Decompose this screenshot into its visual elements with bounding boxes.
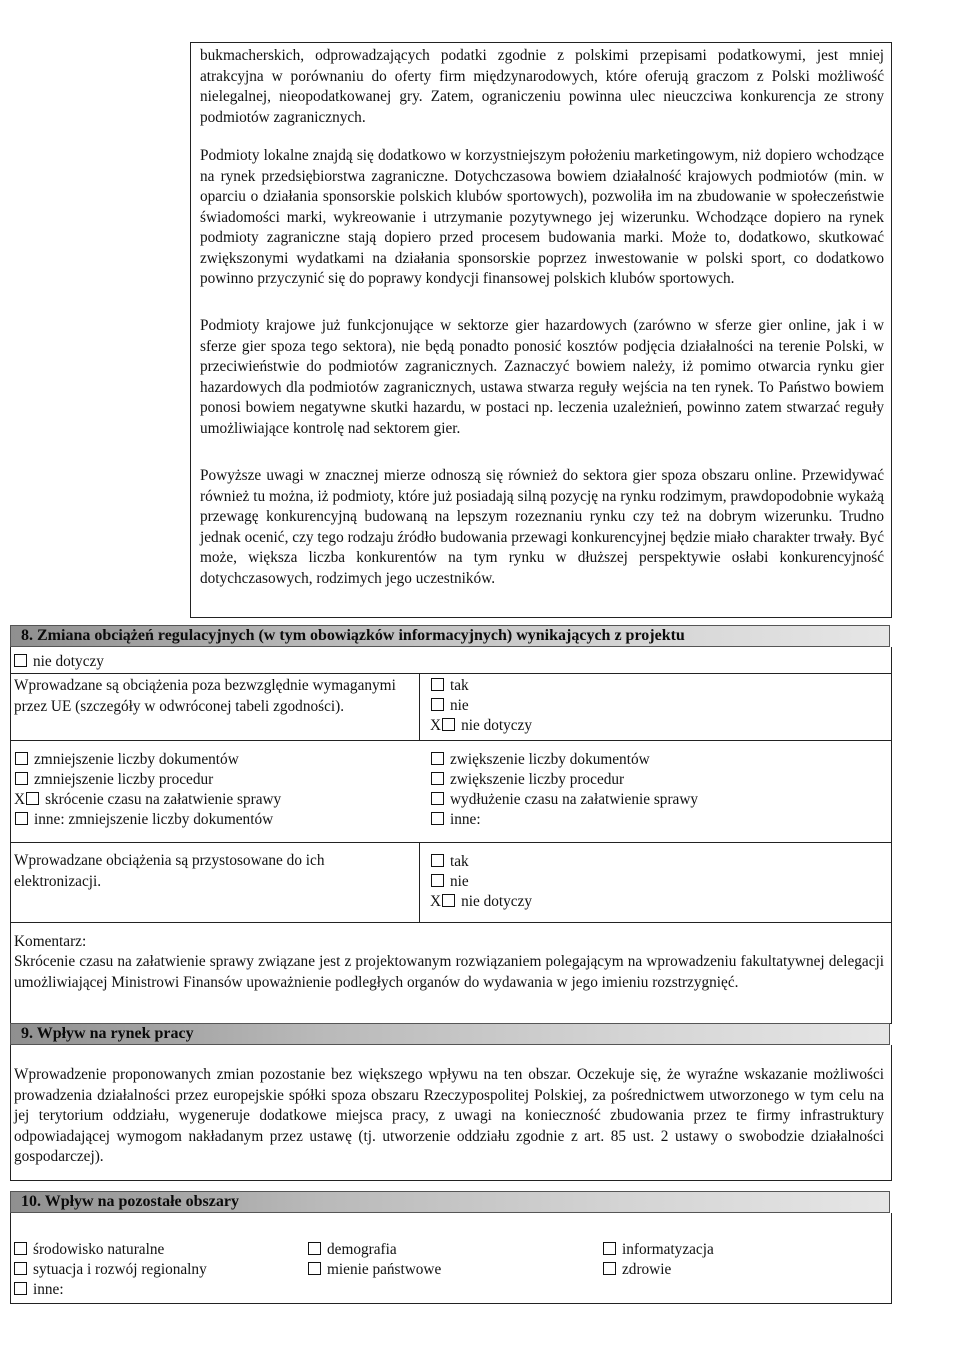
option-label: inne:: [33, 1281, 64, 1298]
option-label: zwiększenie liczby dokumentów: [450, 751, 650, 768]
checkbox-box[interactable]: [15, 752, 28, 765]
area-option-informatyzacja[interactable]: [603, 1240, 714, 1260]
option-label: inne: zmniejszenie liczby dokumentów: [34, 811, 274, 828]
option-mark: X: [14, 791, 26, 808]
checkbox-box[interactable]: [442, 718, 455, 731]
checkbox-box[interactable]: [15, 772, 28, 785]
section-8-title: 8. Zmiana obciążeń regulacyjnych (w tym obowiązków informacyjnych) wynikających z projektu: [21, 627, 685, 644]
checkbox-box[interactable]: [14, 1262, 27, 1275]
area-option-sytuacja[interactable]: [14, 1260, 207, 1280]
paragraph-1: bukmacherskich, odprowadzających podatki zgodnie z polskimi przepisami podatkowymi, jest mniej atrakcyjna w porównaniu do oferty firm międzynarodowych, które oferują graczom z Polski możliwość nielegalnej, nieopodatkowanej gry. Zatem, ograniczeniu powinna ulec nieuczciwa konkurencja ze strony podmiotów zagranicznych.: [200, 47, 884, 126]
left-option-1[interactable]: [14, 770, 213, 790]
q1-text: Wprowadzane są obciążenia poza bezwzględnie wymaganymi przez UE (szczegóły w odwróconej tabeli zgodności).: [14, 677, 396, 715]
checkbox-box[interactable]: [431, 792, 444, 805]
option-label: inne:: [450, 811, 481, 828]
left-option-2[interactable]: [14, 790, 281, 810]
section-10-title: 10. Wpływ na pozostałe obszary: [21, 1193, 239, 1210]
divider: [10, 673, 891, 674]
option-label: nie dotyczy: [461, 893, 532, 910]
checkbox-box[interactable]: [603, 1262, 616, 1275]
checkbox-box[interactable]: [431, 698, 444, 711]
option-label: wydłużenie czasu na załatwienie sprawy: [450, 791, 699, 808]
right-option-0[interactable]: [430, 750, 650, 770]
divider: [10, 842, 891, 843]
checkbox-box[interactable]: [308, 1262, 321, 1275]
checkbox-box[interactable]: [14, 1282, 27, 1295]
comment-label: Komentarz:: [14, 933, 87, 950]
checkbox-box[interactable]: [14, 1242, 27, 1255]
paragraph-4: Powyższe uwagi w znacznej mierze odnoszą się również do sektora gier spoza obszaru online. Przewidywać również tu można, iż podmioty, które już posiadają silną pozycję na rynku rodzimym, prawdopodobnie wykażą przewagę konkurencyjną budowaną na lepszym rozeznaniu rynku czy też na dobrym wizerunku. Trudno jednak ocenić, czy tego rodzaju źródło budowania przewagi konkurencyjnej będzie miało charakter trwały. Być może, większa liczba konkurentów na tym rynku w dłuższej perspektywie osłabi konkurencyjność dotychczasowych, rodzimych jego uczestników.: [200, 467, 884, 587]
section-9-title: 9. Wpływ na rynek pracy: [21, 1025, 194, 1042]
checkbox-box[interactable]: [14, 654, 27, 667]
q1-option-nie[interactable]: [430, 696, 469, 716]
option-label: skrócenie czasu na załatwienie sprawy: [45, 791, 282, 808]
option-mark: X: [430, 893, 442, 910]
divider: [419, 842, 420, 922]
option-label: tak: [450, 853, 469, 870]
divider: [419, 673, 420, 740]
checkbox-box[interactable]: [431, 854, 444, 867]
checkbox-box[interactable]: [431, 678, 444, 691]
section-9-header: [10, 1023, 890, 1045]
paragraph-2: Podmioty lokalne znajdą się dodatkowo w korzystniejszym położeniu marketingowym, niż dopiero wchodzące na rynek przedsiębiorstwa zagraniczne. Dotychczasowa bowiem działalność krajowych podmiotów (min. w oparciu o działania sponsorskie polskich klubów sportowych), pozwoliła im na zbudowanie w społeczeństwie świadomości marki, wykreowanie i utrzymanie pozytywnego jej wizerunku. Wchodzące dopiero na rynek podmioty zagraniczne stają dopiero przed procesem budowania marki. Może to, dodatkowo, skutkować zwiększonymi wydatkami na działania sponsorskie poprzez inwestowanie w polski sport, co dodatkowo powinno przyczynić się do poprawy kondycji finansowej polskich klubów sportowych.: [200, 147, 884, 287]
option-label: zdrowie: [622, 1261, 672, 1278]
option-label: zmniejszenie liczby dokumentów: [34, 751, 239, 768]
option-label: nie: [450, 873, 469, 890]
section-10-header: [10, 1191, 890, 1213]
left-option-0[interactable]: [14, 750, 239, 770]
area-option-zdrowie[interactable]: [603, 1260, 671, 1280]
checkbox-box[interactable]: [431, 752, 444, 765]
checkbox-box[interactable]: [431, 812, 444, 825]
option-label: zmniejszenie liczby procedur: [34, 771, 214, 788]
comment-text: Skrócenie czasu na załatwienie sprawy związane jest z projektowanym rozwiązaniem polegającym na wprowadzeniu fakultatywnej delegacji umożliwiającej Ministrowi Finansów upoważnienie podległych organów do wydawania w jego imieniu rozstrzygnięć.: [14, 953, 884, 991]
divider: [10, 922, 891, 923]
checkbox-box[interactable]: [308, 1242, 321, 1255]
checkbox-box[interactable]: [15, 812, 28, 825]
option-mark: X: [430, 717, 442, 734]
divider: [10, 740, 891, 741]
checkbox-box[interactable]: [442, 894, 455, 907]
section-8-header: [10, 625, 890, 647]
q2-option-tak[interactable]: [430, 852, 469, 872]
option-label: środowisko naturalne: [33, 1241, 165, 1258]
right-option-2[interactable]: [430, 790, 698, 810]
nie-dotyczy-label: nie dotyczy: [33, 653, 104, 670]
q2-option-nie-dotyczy[interactable]: [430, 892, 532, 912]
checkbox-box[interactable]: [26, 792, 39, 805]
right-option-1[interactable]: [430, 770, 624, 790]
option-label: demografia: [327, 1241, 397, 1258]
q2-text: Wprowadzane obciążenia są przystosowane do ich elektronizacji.: [14, 852, 325, 890]
option-label: sytuacja i rozwój regionalny: [33, 1261, 207, 1278]
area-option-srodowisko[interactable]: [14, 1240, 164, 1260]
section-9-text: Wprowadzenie proponowanych zmian pozostanie bez większego wpływu na ten obszar. Oczekuje się, że wyraźne wskazanie możliwości prowadzenia działalności przez europejskie spółki spoza obszaru Rzeczypospolitej Polskiej, za pośrednictwem utworzonego w tym celu na jej terytorium oddziału, wygeneruje dodatkowe miejsca pracy, z uwagi na konieczność zbudowania przez te firmy infrastruktury odpowiadającej wymogom nakładanym przez ustawę (tj. utworzenie oddziału zgodnie z art. 85 ust. 2 ustawy o swobodzie działalności gospodarczej).: [14, 1066, 884, 1165]
checkbox-box[interactable]: [431, 874, 444, 887]
area-option-mienie[interactable]: [308, 1260, 441, 1280]
q2-option-nie[interactable]: [430, 872, 469, 892]
option-label: mienie państwowe: [327, 1261, 442, 1278]
option-label: nie dotyczy: [461, 717, 532, 734]
checkbox-box[interactable]: [603, 1242, 616, 1255]
q1-option-nie-dotyczy[interactable]: [430, 716, 532, 736]
checkbox-box[interactable]: [431, 772, 444, 785]
q1-option-tak[interactable]: [430, 676, 469, 696]
nie-dotyczy-checkbox[interactable]: [14, 652, 104, 672]
left-option-3[interactable]: [14, 810, 273, 830]
area-option-inne[interactable]: [14, 1280, 64, 1300]
option-label: nie: [450, 697, 469, 714]
area-option-demografia[interactable]: [308, 1240, 397, 1260]
option-label: zwiększenie liczby procedur: [450, 771, 625, 788]
option-label: informatyzacja: [622, 1241, 714, 1258]
right-option-3[interactable]: [430, 810, 481, 830]
option-label: tak: [450, 677, 469, 694]
paragraph-3: Podmioty krajowe już funkcjonujące w sektorze gier hazardowych (zarówno w sferze gier online, jak i w sferze gier spoza tego sektora), nie będą ponadto ponosić kosztów podjęcia działalności na terenie Polski, w przeciwieństwie do podmiotów zagranicznych. Zaznaczyć bowiem należy, iż pomimo otwarcia rynku gier hazardowych dla podmiotów zagranicznych, ustawa stwarza reguły wejścia na ten rynek. To Państwo bowiem ponosi bowiem negatywne skutki hazardu, w postaci np. leczenia uzależnień, powinno zatem stwarzać reguły umożliwiające kontrolę nad sektorem gier.: [200, 317, 884, 437]
